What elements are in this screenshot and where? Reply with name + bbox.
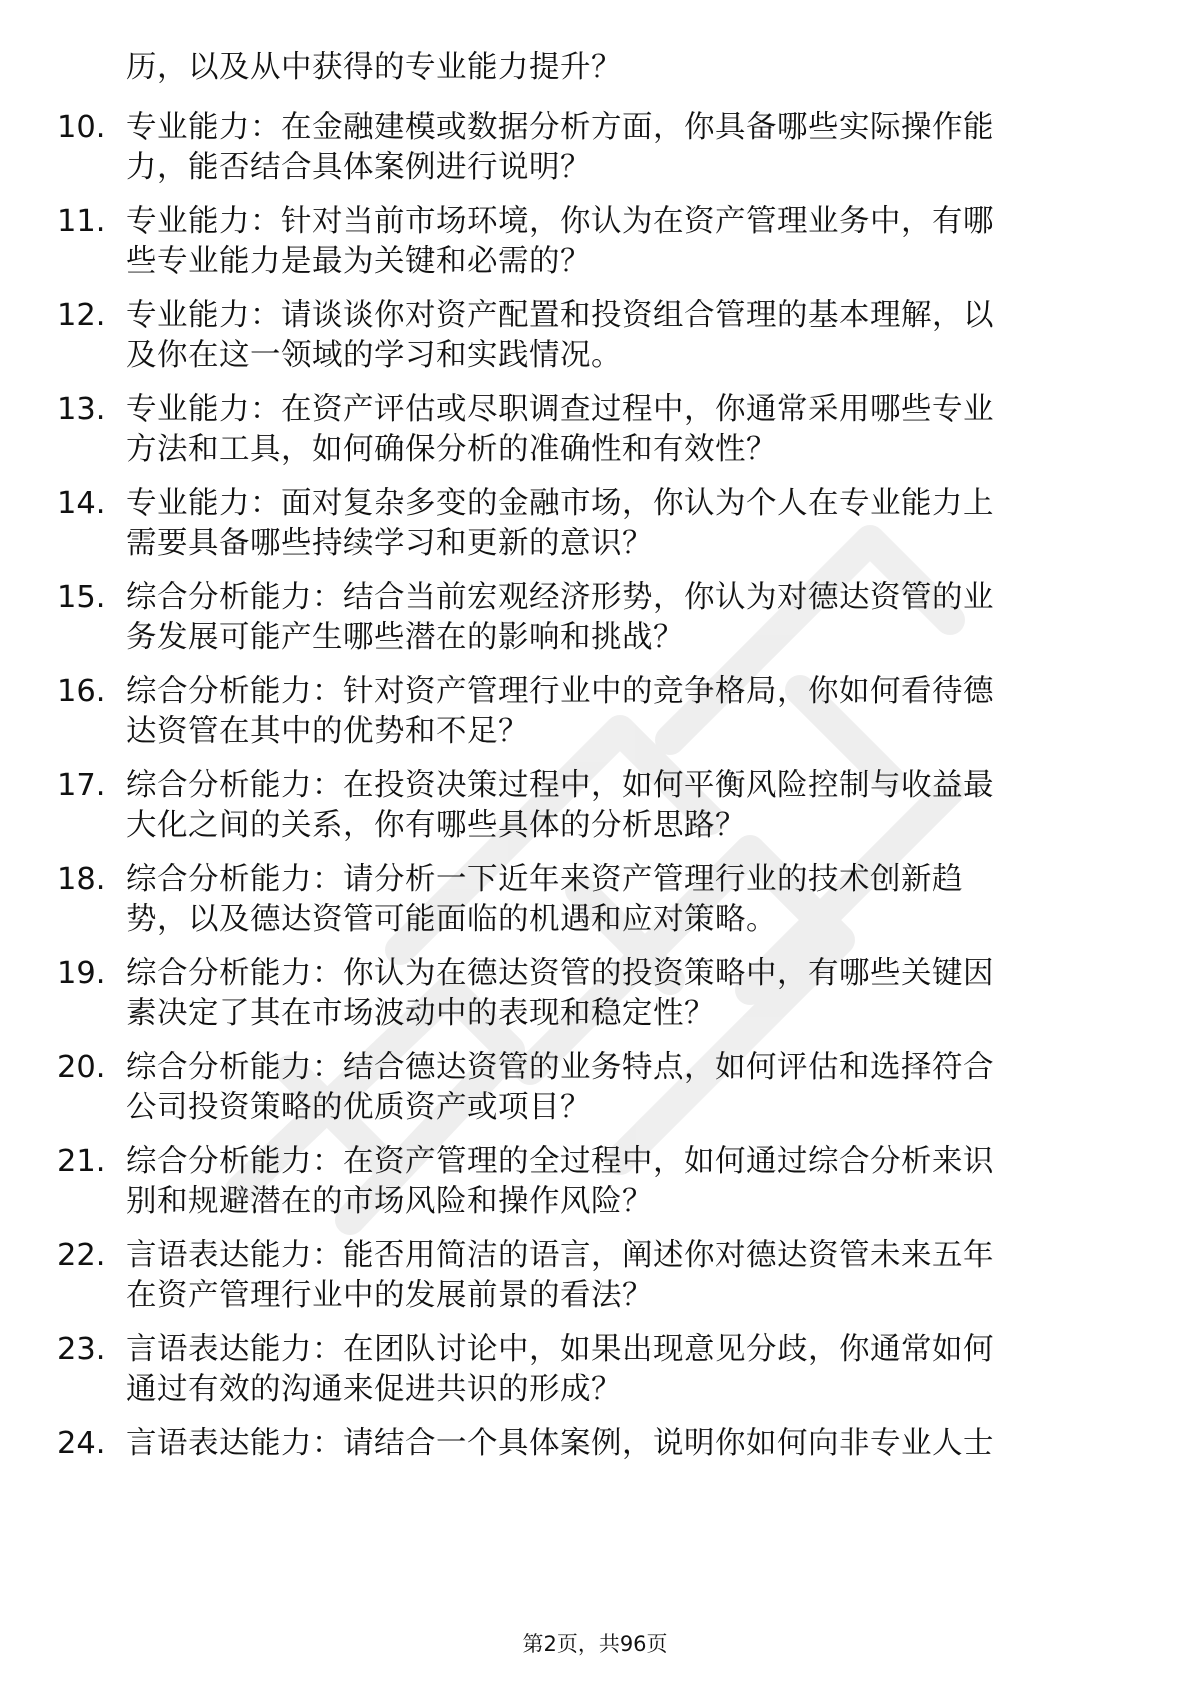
question-22-line-2: 在资产管理行业中的发展前景的看法？ xyxy=(126,1278,653,1313)
question-number-15: 15. xyxy=(57,580,106,615)
question-17-line-1: 综合分析能力：在投资决策过程中，如何平衡风险控制与收益最 xyxy=(126,768,994,803)
question-10-line-1: 专业能力：在金融建模或数据分析方面，你具备哪些实际操作能 xyxy=(126,110,994,145)
question-21-line-2: 别和规避潜在的市场风险和操作风险？ xyxy=(126,1184,653,1219)
question-number-11: 11. xyxy=(57,204,106,239)
question-23-line-1: 言语表达能力：在团队讨论中，如果出现意见分歧，你通常如何 xyxy=(126,1332,994,1367)
question-15-line-1: 综合分析能力：结合当前宏观经济形势，你认为对德达资管的业 xyxy=(126,580,994,615)
question-18-line-2: 势，以及德达资管可能面临的机遇和应对策略。 xyxy=(126,902,777,937)
question-12-line-1: 专业能力：请谈谈你对资产配置和投资组合管理的基本理解，以 xyxy=(126,298,994,333)
question-11-line-2: 些专业能力是最为关键和必需的？ xyxy=(126,244,591,279)
question-number-10: 10. xyxy=(57,110,106,145)
question-continuation-line-1: 历，以及从中获得的专业能力提升？ xyxy=(126,50,622,85)
question-13-line-2: 方法和工具，如何确保分析的准确性和有效性？ xyxy=(126,432,777,467)
question-15-line-2: 务发展可能产生哪些潜在的影响和挑战？ xyxy=(126,620,684,655)
question-16-line-2: 达资管在其中的优势和不足？ xyxy=(126,714,529,749)
question-24-line-1: 言语表达能力：请结合一个具体案例，说明你如何向非专业人士 xyxy=(126,1426,994,1461)
question-16-line-1: 综合分析能力：针对资产管理行业中的竞争格局，你如何看待德 xyxy=(126,674,994,709)
question-12-line-2: 及你在这一领域的学习和实践情况。 xyxy=(126,338,622,373)
question-23-line-2: 通过有效的沟通来促进共识的形成？ xyxy=(126,1372,622,1407)
question-18-line-1: 综合分析能力：请分析一下近年来资产管理行业的技术创新趋 xyxy=(126,862,963,897)
question-19-line-1: 综合分析能力：你认为在德达资管的投资策略中，有哪些关键因 xyxy=(126,956,994,991)
question-14-line-2: 需要具备哪些持续学习和更新的意识？ xyxy=(126,526,653,561)
question-number-12: 12. xyxy=(57,298,106,333)
question-number-13: 13. xyxy=(57,392,106,427)
question-14-line-1: 专业能力：面对复杂多变的金融市场，你认为个人在专业能力上 xyxy=(126,486,994,521)
question-10-line-2: 力，能否结合具体案例进行说明？ xyxy=(126,150,591,185)
question-17-line-2: 大化之间的关系，你有哪些具体的分析思路？ xyxy=(126,808,746,843)
question-number-19: 19. xyxy=(57,956,106,991)
question-13-line-1: 专业能力：在资产评估或尽职调查过程中，你通常采用哪些专业 xyxy=(126,392,994,427)
question-number-24: 24. xyxy=(57,1426,106,1461)
question-number-18: 18. xyxy=(57,862,106,897)
question-number-22: 22. xyxy=(57,1238,106,1273)
question-number-23: 23. xyxy=(57,1332,106,1367)
question-number-20: 20. xyxy=(57,1050,106,1085)
question-22-line-1: 言语表达能力：能否用简洁的语言，阐述你对德达资管未来五年 xyxy=(126,1238,994,1273)
question-20-line-2: 公司投资策略的优质资产或项目？ xyxy=(126,1090,591,1125)
question-19-line-2: 素决定了其在市场波动中的表现和稳定性？ xyxy=(126,996,715,1031)
question-11-line-1: 专业能力：针对当前市场环境，你认为在资产管理业务中，有哪 xyxy=(126,204,994,239)
question-21-line-1: 综合分析能力：在资产管理的全过程中，如何通过综合分析来识 xyxy=(126,1144,994,1179)
question-number-16: 16. xyxy=(57,674,106,709)
question-number-21: 21. xyxy=(57,1144,106,1179)
question-number-17: 17. xyxy=(57,768,106,803)
question-20-line-1: 综合分析能力：结合德达资管的业务特点，如何评估和选择符合 xyxy=(126,1050,994,1085)
page-footer: 第2页，共96页 xyxy=(522,1632,668,1656)
question-number-14: 14. xyxy=(57,486,106,521)
